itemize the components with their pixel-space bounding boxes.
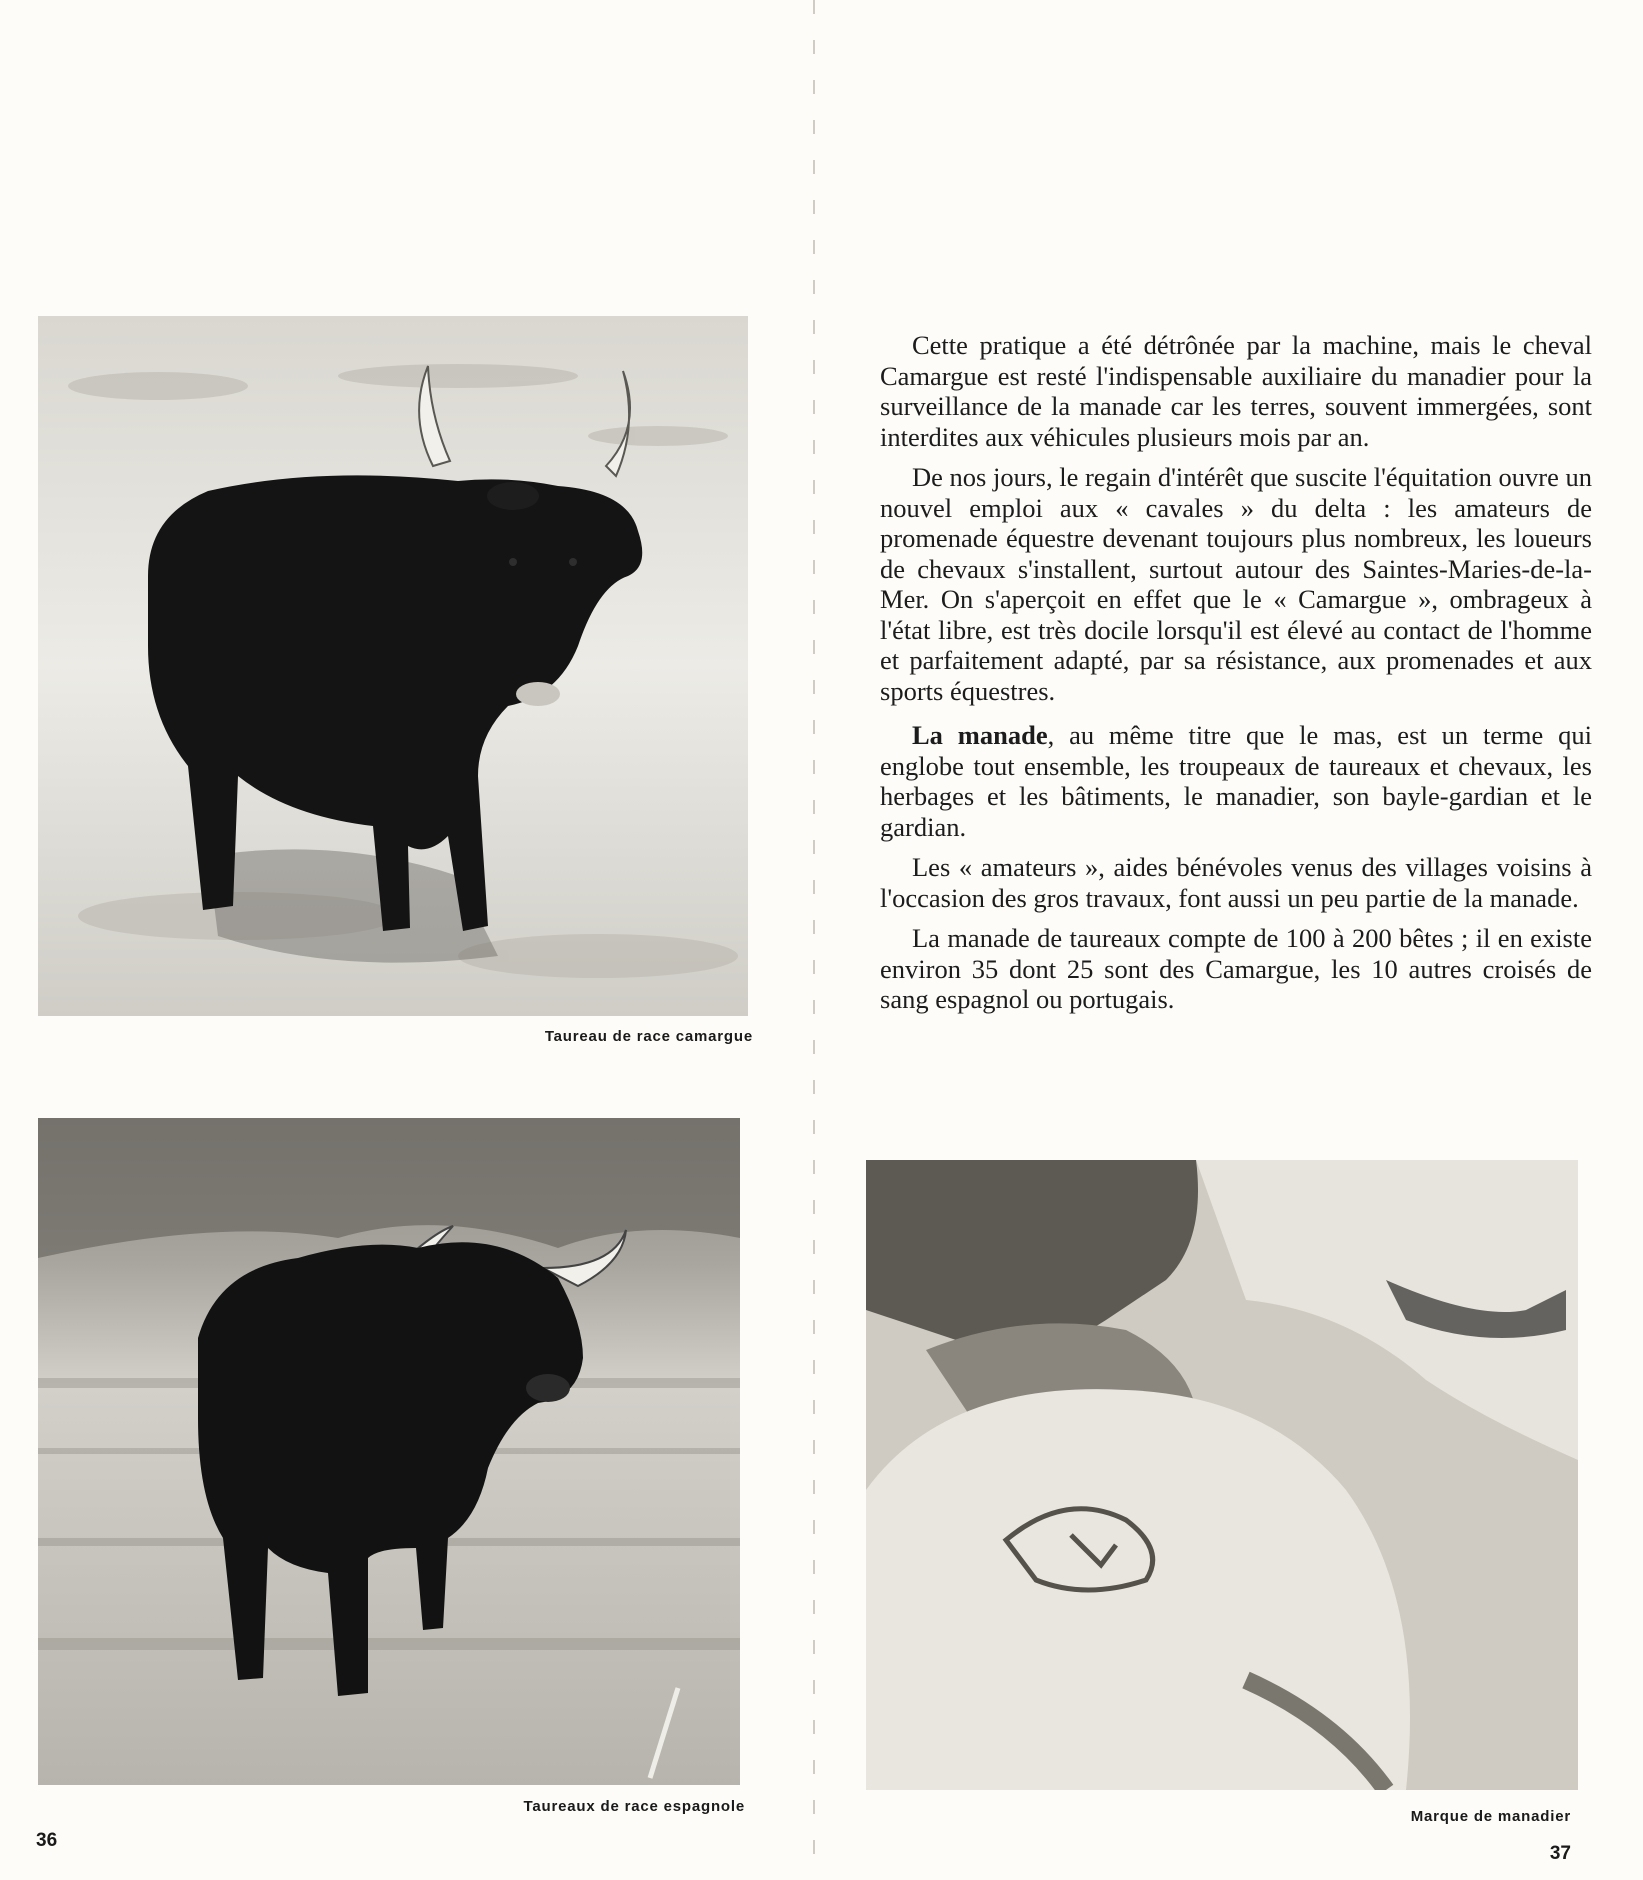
paragraph (880, 462, 1592, 706)
caption-taureaux-espagnols: Taureaux de race espagnole (523, 1798, 745, 1815)
paragraph (880, 330, 1592, 452)
paragraph (880, 720, 1592, 842)
caption-marque-manadier: Marque de manadier (1410, 1808, 1571, 1825)
photo-taureaux-espagnols (38, 1118, 740, 1785)
paragraph (880, 923, 1592, 1015)
photo-taureau-camargue (38, 316, 748, 1016)
caption-taureau-camargue: Taureau de race camargue (544, 1028, 753, 1045)
photo-marque-manadier (866, 1160, 1578, 1790)
paragraph-text: De nos jours, le regain d'intérêt que suscite l'équitation ouvre un nouvel emploi aux « cavales » du delta : les amateurs de promenade équestre devenant toujours plus nombreux, les loueurs de chevaux s'installent, surtout autour des Saintes-Maries-de-la-Mer. On s'aperçoit en effet que le « Camargue », ombrageux à l'état libre, est très docile lorsqu'il est élevé au contact de l'homme et parfaitement adapté, par sa résistance, aux promenades et aux sports équestres. (880, 462, 1592, 706)
paragraph (880, 852, 1592, 913)
left-page (0, 0, 815, 1880)
paragraph-text: Les « amateurs », aides bénévoles venus des villages voisins à l'occasion des gros travaux, font aussi un peu partie de la manade. (880, 852, 1592, 913)
paragraph-text: Cette pratique a été détrônée par la machine, mais le cheval Camargue est resté l'indispensable auxiliaire du manadier pour la surveillance de la manade car les terres, souvent immergées, sont interdites aux véhicules plusieurs mois par an. (880, 330, 1592, 452)
paragraph-lead: La manade (912, 720, 1048, 750)
page-number-left: 36 (36, 1830, 58, 1851)
body-text (880, 330, 1592, 1025)
paragraph-text: La manade de taureaux compte de 100 à 200 bêtes ; il en existe environ 35 dont 25 sont des Camargue, les 10 autres croisés de sang espagnol ou portugais. (880, 923, 1592, 1014)
page-number-right: 37 (1549, 1843, 1571, 1864)
paragraph-text: , au même titre que le mas, est un terme qui englobe tout ensemble, les troupeaux de taureaux et chevaux, les herbages et les bâtiments, le manadier, son bayle-gardian et le gardian. (880, 720, 1592, 842)
